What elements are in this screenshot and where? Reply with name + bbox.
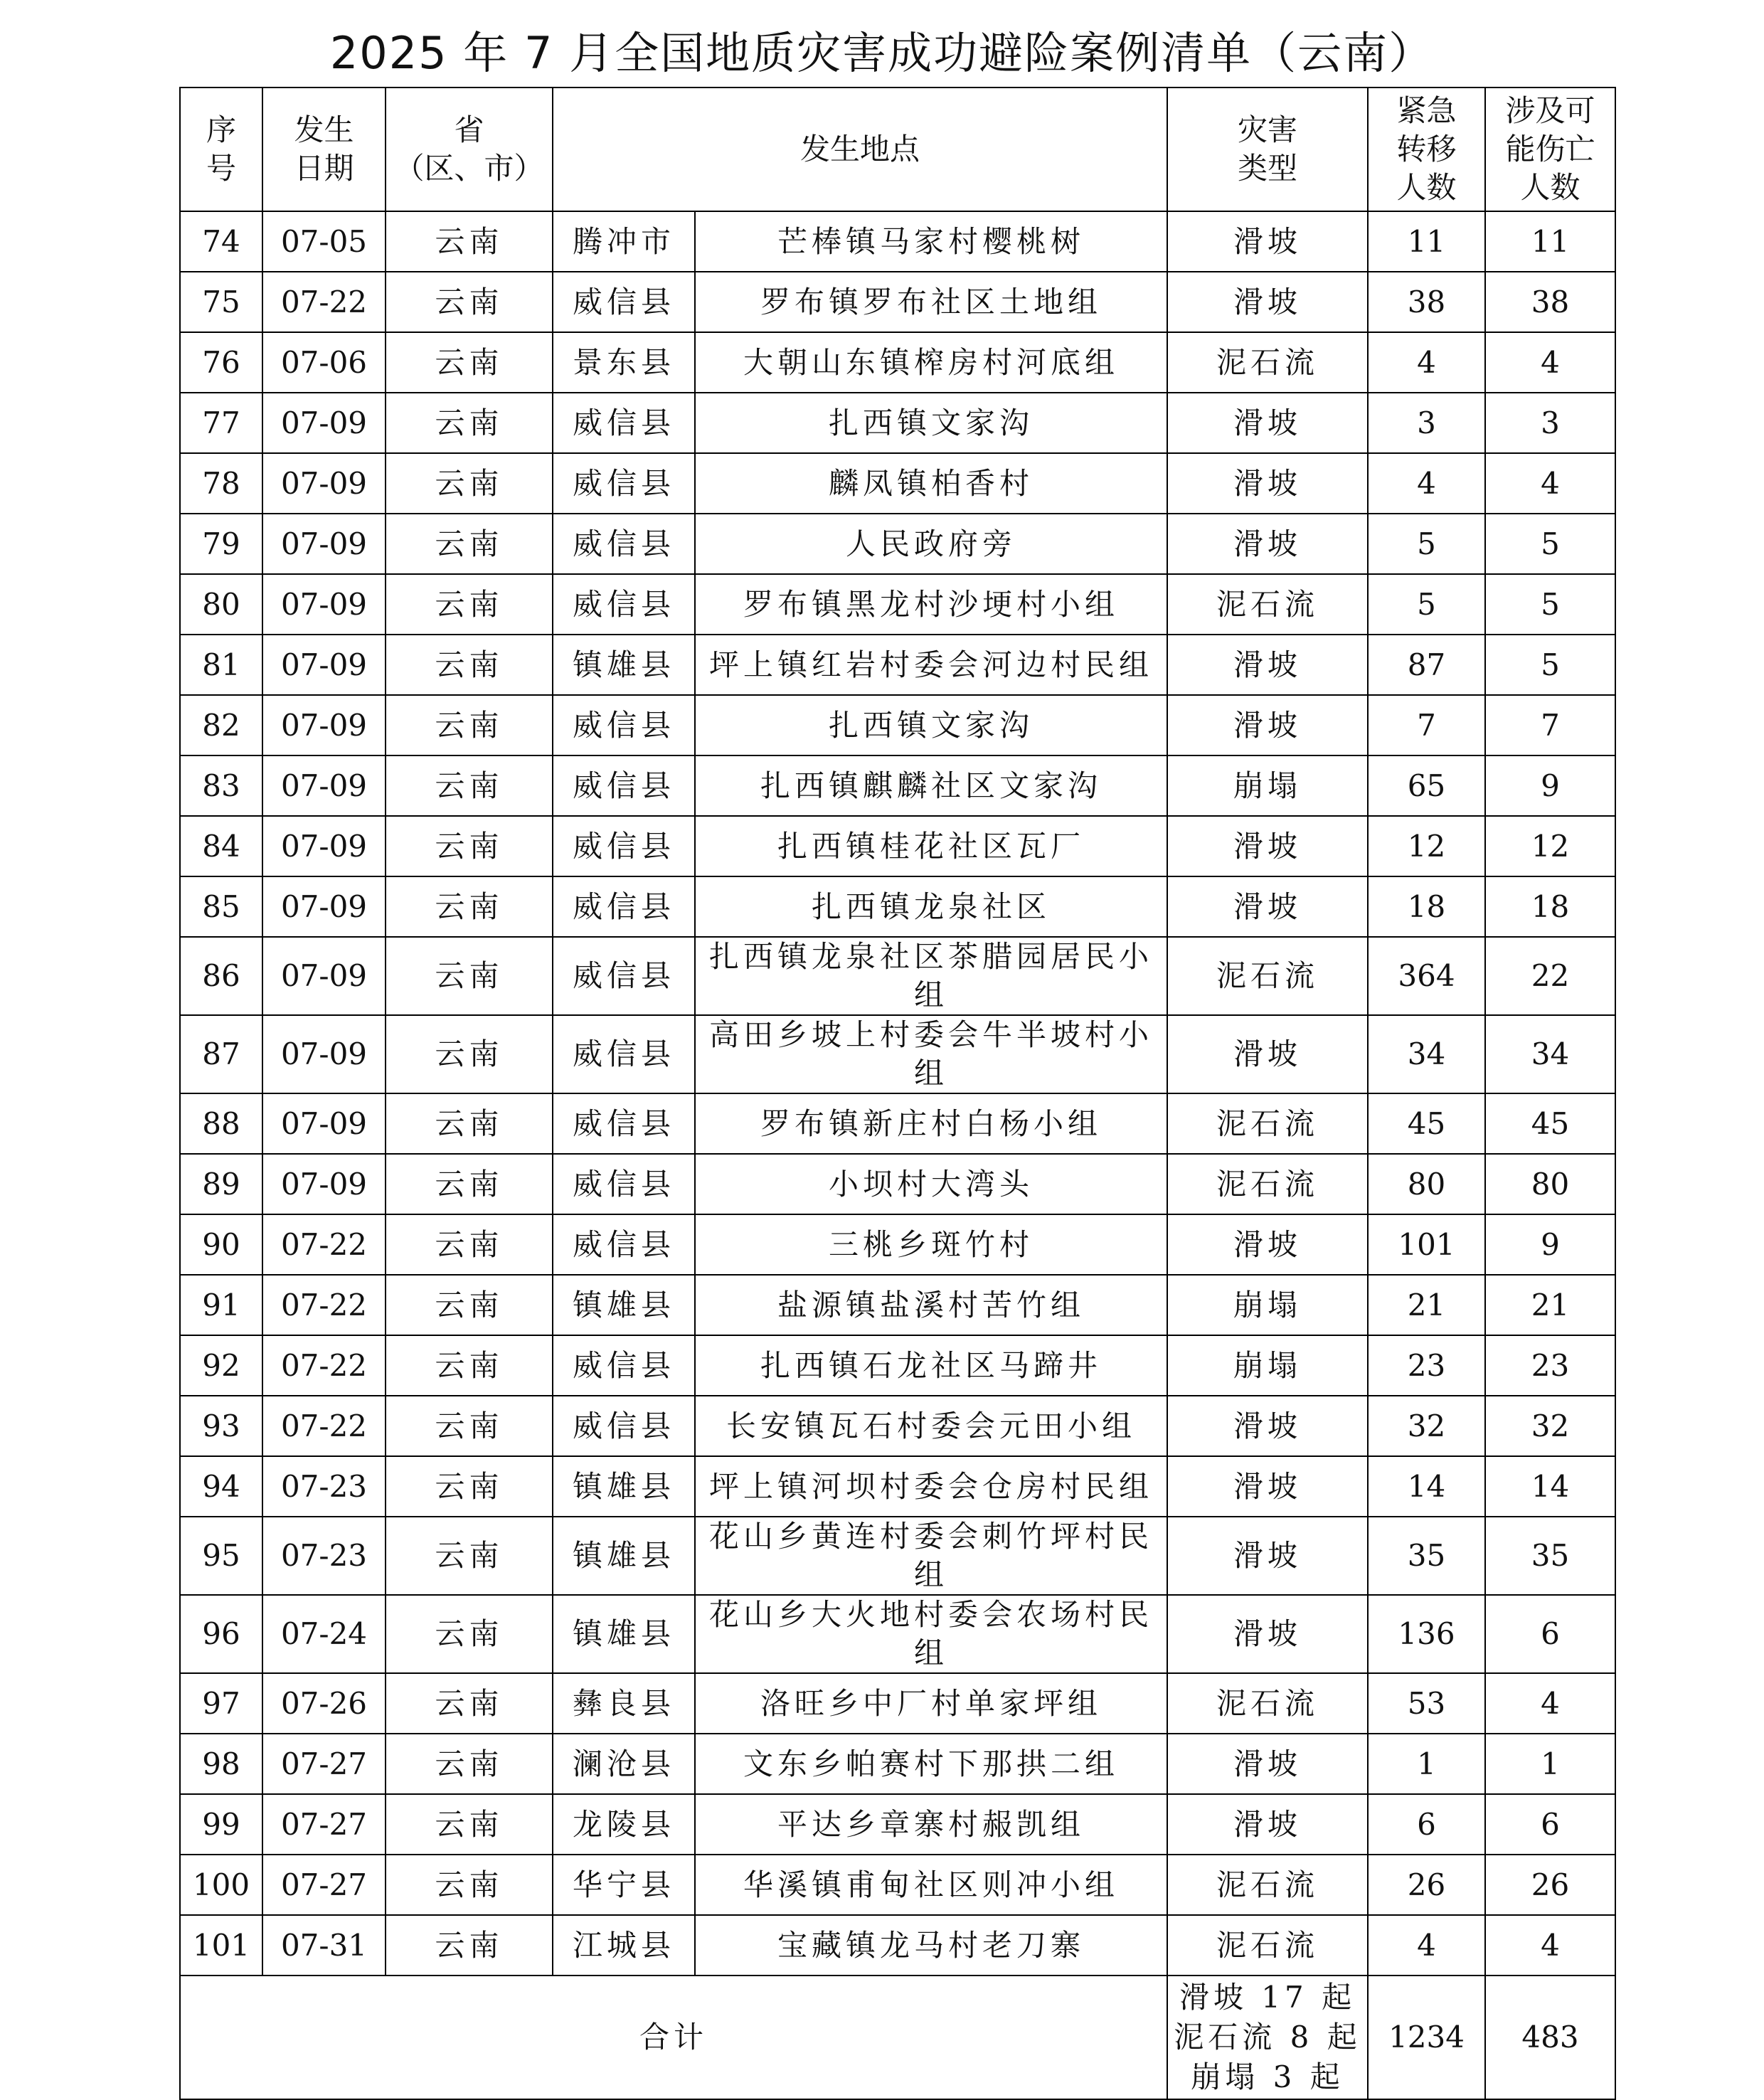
cell-disaster-type: 泥石流 — [1167, 574, 1368, 635]
cell-province: 云南 — [386, 514, 553, 574]
cell-evacuated: 136 — [1368, 1595, 1485, 1673]
cell-casualties: 14 — [1485, 1456, 1615, 1517]
cell-seq: 94 — [180, 1456, 262, 1517]
cell-disaster-type: 滑坡 — [1167, 1015, 1368, 1093]
cell-place: 坪上镇河坝村委会仓房村民组 — [695, 1456, 1167, 1517]
cell-date: 07-22 — [262, 1275, 386, 1335]
cell-county: 威信县 — [553, 393, 695, 453]
cell-disaster-type: 滑坡 — [1167, 1456, 1368, 1517]
cell-seq: 97 — [180, 1673, 262, 1734]
cell-province: 云南 — [386, 1093, 553, 1154]
table-row — [180, 1093, 1615, 1154]
cell-date: 07-22 — [262, 1335, 386, 1396]
cell-date: 07-09 — [262, 937, 386, 1015]
cell-county: 龙陵县 — [553, 1794, 695, 1855]
cell-seq: 85 — [180, 876, 262, 937]
cell-province: 云南 — [386, 755, 553, 816]
cell-province: 云南 — [386, 211, 553, 272]
cell-evacuated: 32 — [1368, 1396, 1485, 1456]
table-row — [180, 1154, 1615, 1214]
cell-disaster-type: 滑坡 — [1167, 876, 1368, 937]
cell-county: 威信县 — [553, 574, 695, 635]
cell-evacuated: 65 — [1368, 755, 1485, 816]
cell-place: 文东乡帕赛村下那拱二组 — [695, 1734, 1167, 1794]
cell-province: 云南 — [386, 1915, 553, 1976]
cell-seq: 89 — [180, 1154, 262, 1214]
cell-date: 07-05 — [262, 211, 386, 272]
cell-county: 威信县 — [553, 453, 695, 514]
cell-seq: 88 — [180, 1093, 262, 1154]
cell-seq: 77 — [180, 393, 262, 453]
header-seq: 序 号 — [180, 88, 262, 211]
table-row — [180, 1214, 1615, 1275]
cell-evacuated: 4 — [1368, 453, 1485, 514]
cell-casualties: 9 — [1485, 1214, 1615, 1275]
cell-casualties: 11 — [1485, 211, 1615, 272]
cell-evacuated: 364 — [1368, 937, 1485, 1015]
cell-date: 07-22 — [262, 1214, 386, 1275]
cell-county: 威信县 — [553, 937, 695, 1015]
cell-casualties: 4 — [1485, 332, 1615, 393]
cell-evacuated: 80 — [1368, 1154, 1485, 1214]
cell-province: 云南 — [386, 816, 553, 876]
table-row — [180, 574, 1615, 635]
cell-province: 云南 — [386, 1335, 553, 1396]
cell-date: 07-09 — [262, 635, 386, 695]
table-row — [180, 1915, 1615, 1976]
cell-disaster-type: 崩塌 — [1167, 755, 1368, 816]
cell-place: 罗布镇黑龙村沙埂村小组 — [695, 574, 1167, 635]
cell-disaster-type: 泥石流 — [1167, 1154, 1368, 1214]
cell-disaster-type: 泥石流 — [1167, 332, 1368, 393]
cell-evacuated: 12 — [1368, 816, 1485, 876]
cell-casualties: 7 — [1485, 695, 1615, 755]
cell-province: 云南 — [386, 1456, 553, 1517]
cell-county: 威信县 — [553, 695, 695, 755]
table-row — [180, 1335, 1615, 1396]
table-row — [180, 1456, 1615, 1517]
table-row — [180, 332, 1615, 393]
cell-evacuated: 5 — [1368, 514, 1485, 574]
cell-date: 07-09 — [262, 1093, 386, 1154]
cell-date: 07-31 — [262, 1915, 386, 1976]
cell-disaster-type: 滑坡 — [1167, 1517, 1368, 1595]
cell-seq: 75 — [180, 272, 262, 332]
cell-disaster-type: 泥石流 — [1167, 1673, 1368, 1734]
cell-county: 镇雄县 — [553, 1275, 695, 1335]
header-date: 发生 日期 — [262, 88, 386, 211]
cell-province: 云南 — [386, 272, 553, 332]
cell-date: 07-09 — [262, 514, 386, 574]
cell-seq: 84 — [180, 816, 262, 876]
header-evacuated: 紧急 转移 人数 — [1368, 88, 1485, 211]
cell-place: 扎西镇桂花社区瓦厂 — [695, 816, 1167, 876]
cell-province: 云南 — [386, 695, 553, 755]
cell-province: 云南 — [386, 1734, 553, 1794]
cell-date: 07-09 — [262, 453, 386, 514]
table-row — [180, 211, 1615, 272]
cell-casualties: 12 — [1485, 816, 1615, 876]
cell-province: 云南 — [386, 1855, 553, 1915]
cell-county: 镇雄县 — [553, 635, 695, 695]
cell-casualties: 4 — [1485, 1673, 1615, 1734]
cell-casualties: 1 — [1485, 1734, 1615, 1794]
cell-evacuated: 87 — [1368, 635, 1485, 695]
cell-date: 07-09 — [262, 574, 386, 635]
cell-seq: 74 — [180, 211, 262, 272]
cell-casualties: 23 — [1485, 1335, 1615, 1396]
cell-casualties: 5 — [1485, 514, 1615, 574]
cell-place: 长安镇瓦石村委会元田小组 — [695, 1396, 1167, 1456]
cell-date: 07-09 — [262, 816, 386, 876]
cell-disaster-type: 滑坡 — [1167, 1214, 1368, 1275]
table-row — [180, 1396, 1615, 1456]
cell-seq: 86 — [180, 937, 262, 1015]
header-disaster-type: 灾害 类型 — [1167, 88, 1368, 211]
cell-casualties: 35 — [1485, 1517, 1615, 1595]
cell-county: 威信县 — [553, 1214, 695, 1275]
table-row — [180, 937, 1615, 1015]
cell-evacuated: 4 — [1368, 332, 1485, 393]
total-label: 合计 — [180, 1976, 1167, 2099]
cell-seq: 90 — [180, 1214, 262, 1275]
cell-county: 腾冲市 — [553, 211, 695, 272]
cell-place: 华溪镇甫甸社区则冲小组 — [695, 1855, 1167, 1915]
table-row — [180, 816, 1615, 876]
cell-date: 07-22 — [262, 1396, 386, 1456]
cell-province: 云南 — [386, 393, 553, 453]
cell-disaster-type: 滑坡 — [1167, 816, 1368, 876]
cell-seq: 81 — [180, 635, 262, 695]
cell-disaster-type: 崩塌 — [1167, 1275, 1368, 1335]
cell-province: 云南 — [386, 1673, 553, 1734]
cell-place: 麟凤镇柏香村 — [695, 453, 1167, 514]
table-row — [180, 514, 1615, 574]
disaster-cases-table — [179, 87, 1616, 2100]
cell-disaster-type: 滑坡 — [1167, 453, 1368, 514]
cell-place: 盐源镇盐溪村苦竹组 — [695, 1275, 1167, 1335]
cell-seq: 76 — [180, 332, 262, 393]
cell-county: 威信县 — [553, 514, 695, 574]
cell-evacuated: 34 — [1368, 1015, 1485, 1093]
cell-evacuated: 23 — [1368, 1335, 1485, 1396]
cell-evacuated: 4 — [1368, 1915, 1485, 1976]
cell-county: 威信县 — [553, 1015, 695, 1093]
cell-place: 扎西镇龙泉社区 — [695, 876, 1167, 937]
cell-place: 芒棒镇马家村樱桃树 — [695, 211, 1167, 272]
table-row — [180, 1015, 1615, 1093]
cell-evacuated: 45 — [1368, 1093, 1485, 1154]
cell-date: 07-06 — [262, 332, 386, 393]
cell-date: 07-09 — [262, 695, 386, 755]
table-row — [180, 1673, 1615, 1734]
cell-seq: 101 — [180, 1915, 262, 1976]
table-row — [180, 1275, 1615, 1335]
cell-place: 罗布镇新庄村白杨小组 — [695, 1093, 1167, 1154]
cell-place: 扎西镇石龙社区马蹄井 — [695, 1335, 1167, 1396]
cell-casualties: 18 — [1485, 876, 1615, 937]
cell-province: 云南 — [386, 574, 553, 635]
cell-casualties: 45 — [1485, 1093, 1615, 1154]
header-province: 省 （区、市） — [386, 88, 553, 211]
cell-casualties: 21 — [1485, 1275, 1615, 1335]
table-row — [180, 453, 1615, 514]
cell-province: 云南 — [386, 1595, 553, 1673]
cell-county: 威信县 — [553, 1396, 695, 1456]
header-casualties: 涉及可 能伤亡 人数 — [1485, 88, 1615, 211]
cell-evacuated: 11 — [1368, 211, 1485, 272]
cell-date: 07-22 — [262, 272, 386, 332]
cell-place: 罗布镇罗布社区土地组 — [695, 272, 1167, 332]
cell-date: 07-23 — [262, 1517, 386, 1595]
cell-evacuated: 26 — [1368, 1855, 1485, 1915]
cell-county: 威信县 — [553, 755, 695, 816]
cell-disaster-type: 泥石流 — [1167, 1855, 1368, 1915]
cell-evacuated: 53 — [1368, 1673, 1485, 1734]
cell-date: 07-09 — [262, 755, 386, 816]
table-header-row — [180, 88, 1615, 211]
cell-place: 扎西镇文家沟 — [695, 695, 1167, 755]
cell-casualties: 6 — [1485, 1794, 1615, 1855]
cell-county: 威信县 — [553, 876, 695, 937]
cell-evacuated: 5 — [1368, 574, 1485, 635]
cell-county: 威信县 — [553, 1093, 695, 1154]
cell-place: 洛旺乡中厂村单家坪组 — [695, 1673, 1167, 1734]
cell-province: 云南 — [386, 937, 553, 1015]
page-title: 2025 年 7 月全国地质灾害成功避险案例清单（云南） — [329, 27, 1435, 79]
cell-place: 人民政府旁 — [695, 514, 1167, 574]
cell-seq: 95 — [180, 1517, 262, 1595]
cell-seq: 98 — [180, 1734, 262, 1794]
cell-county: 威信县 — [553, 1154, 695, 1214]
cell-seq: 80 — [180, 574, 262, 635]
cell-province: 云南 — [386, 453, 553, 514]
cell-seq: 100 — [180, 1855, 262, 1915]
cell-seq: 79 — [180, 514, 262, 574]
cell-casualties: 5 — [1485, 574, 1615, 635]
cell-county: 镇雄县 — [553, 1595, 695, 1673]
cell-county: 威信县 — [553, 816, 695, 876]
cell-date: 07-09 — [262, 1154, 386, 1214]
cell-place: 花山乡大火地村委会农场村民组 — [695, 1595, 1167, 1673]
cell-casualties: 80 — [1485, 1154, 1615, 1214]
cell-disaster-type: 滑坡 — [1167, 514, 1368, 574]
cell-seq: 93 — [180, 1396, 262, 1456]
cell-province: 云南 — [386, 1275, 553, 1335]
table-row — [180, 876, 1615, 937]
cell-county: 镇雄县 — [553, 1517, 695, 1595]
cell-disaster-type: 泥石流 — [1167, 937, 1368, 1015]
cell-casualties: 4 — [1485, 1915, 1615, 1976]
cell-province: 云南 — [386, 332, 553, 393]
cell-disaster-type: 崩塌 — [1167, 1335, 1368, 1396]
cell-place: 大朝山东镇榨房村河底组 — [695, 332, 1167, 393]
cell-date: 07-23 — [262, 1456, 386, 1517]
cell-casualties: 26 — [1485, 1855, 1615, 1915]
cell-casualties: 4 — [1485, 453, 1615, 514]
cell-casualties: 6 — [1485, 1595, 1615, 1673]
cell-casualties: 32 — [1485, 1396, 1615, 1456]
cell-evacuated: 101 — [1368, 1214, 1485, 1275]
cell-date: 07-09 — [262, 1015, 386, 1093]
cell-disaster-type: 泥石流 — [1167, 1915, 1368, 1976]
cell-province: 云南 — [386, 1154, 553, 1214]
cell-province: 云南 — [386, 1517, 553, 1595]
table-row — [180, 755, 1615, 816]
cell-seq: 82 — [180, 695, 262, 755]
cell-disaster-type: 滑坡 — [1167, 211, 1368, 272]
cell-seq: 83 — [180, 755, 262, 816]
total-casualties: 483 — [1485, 1976, 1615, 2099]
cell-evacuated: 3 — [1368, 393, 1485, 453]
cell-county: 澜沧县 — [553, 1734, 695, 1794]
cell-seq: 91 — [180, 1275, 262, 1335]
cell-province: 云南 — [386, 1214, 553, 1275]
cell-place: 高田乡坡上村委会牛半坡村小组 — [695, 1015, 1167, 1093]
cell-evacuated: 38 — [1368, 272, 1485, 332]
total-evacuated: 1234 — [1368, 1976, 1485, 2099]
cell-place: 小坝村大湾头 — [695, 1154, 1167, 1214]
table-row — [180, 393, 1615, 453]
cell-place: 扎西镇龙泉社区茶腊园居民小组 — [695, 937, 1167, 1015]
cell-evacuated: 21 — [1368, 1275, 1485, 1335]
cell-place: 花山乡黄连村委会刺竹坪村民组 — [695, 1517, 1167, 1595]
cell-disaster-type: 滑坡 — [1167, 393, 1368, 453]
cell-casualties: 22 — [1485, 937, 1615, 1015]
table-row — [180, 1595, 1615, 1673]
cell-province: 云南 — [386, 1396, 553, 1456]
total-row — [180, 1976, 1615, 2099]
table-row — [180, 1517, 1615, 1595]
cell-county: 江城县 — [553, 1915, 695, 1976]
cell-county: 华宁县 — [553, 1855, 695, 1915]
cell-county: 威信县 — [553, 272, 695, 332]
cell-disaster-type: 滑坡 — [1167, 1595, 1368, 1673]
cell-date: 07-09 — [262, 393, 386, 453]
cell-date: 07-27 — [262, 1794, 386, 1855]
table-row — [180, 1794, 1615, 1855]
cell-county: 威信县 — [553, 1335, 695, 1396]
cell-date: 07-27 — [262, 1855, 386, 1915]
cell-disaster-type: 滑坡 — [1167, 1734, 1368, 1794]
cell-casualties: 38 — [1485, 272, 1615, 332]
cell-seq: 78 — [180, 453, 262, 514]
table-row — [180, 1734, 1615, 1794]
cell-casualties: 5 — [1485, 635, 1615, 695]
cell-casualties: 3 — [1485, 393, 1615, 453]
cell-county: 镇雄县 — [553, 1456, 695, 1517]
table-row — [180, 272, 1615, 332]
cell-date: 07-27 — [262, 1734, 386, 1794]
cell-place: 三桃乡斑竹村 — [695, 1214, 1167, 1275]
cell-province: 云南 — [386, 635, 553, 695]
cell-evacuated: 18 — [1368, 876, 1485, 937]
cell-place: 扎西镇文家沟 — [695, 393, 1167, 453]
cell-date: 07-09 — [262, 876, 386, 937]
cell-disaster-type: 滑坡 — [1167, 635, 1368, 695]
total-types: 滑坡 17 起 泥石流 8 起 崩塌 3 起 — [1167, 1976, 1368, 2099]
table-row — [180, 695, 1615, 755]
cell-evacuated: 14 — [1368, 1456, 1485, 1517]
cell-disaster-type: 滑坡 — [1167, 1396, 1368, 1456]
cell-province: 云南 — [386, 1794, 553, 1855]
cell-casualties: 34 — [1485, 1015, 1615, 1093]
cell-province: 云南 — [386, 876, 553, 937]
cell-evacuated: 1 — [1368, 1734, 1485, 1794]
cell-evacuated: 7 — [1368, 695, 1485, 755]
table-row — [180, 635, 1615, 695]
cell-seq: 87 — [180, 1015, 262, 1093]
cell-province: 云南 — [386, 1015, 553, 1093]
cell-seq: 96 — [180, 1595, 262, 1673]
cell-county: 彝良县 — [553, 1673, 695, 1734]
cell-disaster-type: 滑坡 — [1167, 272, 1368, 332]
cell-disaster-type: 滑坡 — [1167, 1794, 1368, 1855]
cell-disaster-type: 滑坡 — [1167, 695, 1368, 755]
cell-place: 平达乡章寨村赧凯组 — [695, 1794, 1167, 1855]
cell-place: 坪上镇红岩村委会河边村民组 — [695, 635, 1167, 695]
cell-evacuated: 35 — [1368, 1517, 1485, 1595]
cell-casualties: 9 — [1485, 755, 1615, 816]
cell-seq: 99 — [180, 1794, 262, 1855]
cell-disaster-type: 泥石流 — [1167, 1093, 1368, 1154]
cell-date: 07-26 — [262, 1673, 386, 1734]
cell-date: 07-24 — [262, 1595, 386, 1673]
cell-evacuated: 6 — [1368, 1794, 1485, 1855]
cell-place: 扎西镇麒麟社区文家沟 — [695, 755, 1167, 816]
cell-county: 景东县 — [553, 332, 695, 393]
cell-place: 宝藏镇龙马村老刀寨 — [695, 1915, 1167, 1976]
table-row — [180, 1855, 1615, 1915]
header-location: 发生地点 — [553, 88, 1167, 211]
cell-seq: 92 — [180, 1335, 262, 1396]
